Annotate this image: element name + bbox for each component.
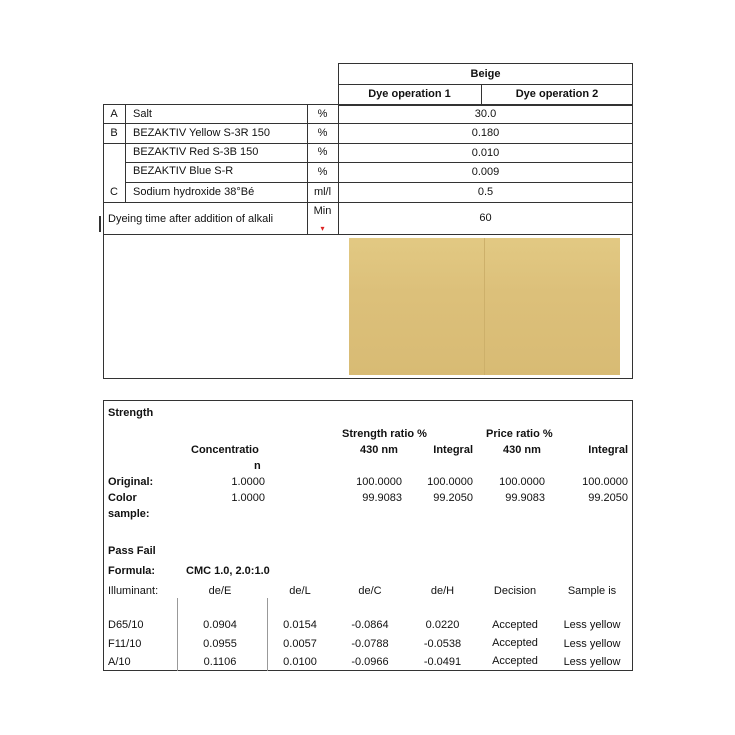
row-unit: %: [317, 146, 328, 158]
row-name: BEZAKTIV Blue S-R: [133, 165, 234, 177]
row-name: BEZAKTIV Yellow S-3R 150: [133, 127, 270, 139]
divider: [125, 162, 633, 163]
de-h-value: 0.0220: [425, 619, 460, 631]
row-label-color: Color: [108, 492, 137, 504]
small-red-triangle-icon: ▾: [320, 224, 325, 233]
concentration-value: 1.0000: [231, 476, 265, 488]
divider: [125, 104, 126, 202]
divider: [103, 234, 633, 235]
strength-integral-header: Integral: [433, 444, 473, 456]
formula-label: Formula:: [108, 565, 156, 577]
row-value: 0.5: [477, 186, 494, 198]
de-e-value: 0.1106: [203, 656, 237, 668]
price-integral-value: 99.2050: [588, 492, 628, 504]
decision-value: Accepted: [492, 655, 538, 667]
row-unit: %: [317, 166, 328, 178]
strength-430nm-header: 430 nm: [360, 444, 398, 456]
passfail-title: Pass Fail: [108, 545, 156, 557]
divider: [125, 182, 633, 183]
concentration-header: Concentratio: [191, 444, 259, 456]
row-name: Sodium hydroxide 38°Bé: [133, 186, 255, 198]
header-de-e: de/E: [208, 585, 232, 597]
row-unit: %: [317, 108, 328, 120]
illuminant-value: F11/10: [108, 638, 142, 650]
concentration-value: 1.0000: [231, 492, 265, 504]
de-l-value: 0.0057: [283, 638, 317, 650]
dyeing-time-value: 60: [479, 212, 492, 224]
de-c-value: -0.0864: [351, 619, 389, 631]
header-de-c: de/C: [358, 585, 382, 597]
sample-is-value: Less yellow: [563, 656, 621, 668]
price-430nm-header: 430 nm: [503, 444, 541, 456]
decision-value: Accepted: [492, 637, 538, 649]
strength-430-value: 100.0000: [356, 476, 402, 488]
strength-ratio-label: Strength ratio %: [342, 428, 427, 440]
divider: [103, 202, 633, 203]
header-illuminant: Illuminant:: [108, 585, 159, 597]
decision-value: Accepted: [492, 619, 538, 631]
de-l-value: 0.0100: [283, 656, 317, 668]
row-letter: A: [110, 108, 118, 120]
de-l-value: 0.0154: [283, 619, 317, 631]
price-ratio-label: Price ratio %: [486, 428, 553, 440]
de-e-value: 0.0904: [203, 619, 237, 631]
illuminant-value: A/10: [108, 656, 131, 668]
strength-integral-value: 99.2050: [433, 492, 473, 504]
sample-is-value: Less yellow: [563, 619, 621, 631]
row-unit: %: [317, 127, 328, 139]
column-dye-operation-2: Dye operation 2: [515, 88, 599, 100]
strength-title: Strength: [108, 407, 154, 419]
de-h-value: -0.0491: [423, 656, 462, 668]
row-letter: B: [110, 127, 118, 139]
header-de-l: de/L: [289, 585, 311, 597]
sample-is-value: Less yellow: [563, 638, 621, 650]
de-c-value: -0.0966: [351, 656, 389, 668]
cursor-mark: [99, 216, 101, 232]
de-c-value: -0.0788: [351, 638, 389, 650]
de-h-value: -0.0538: [423, 638, 462, 650]
strength-430-value: 99.9083: [362, 492, 402, 504]
dyeing-time-label: Dyeing time after addition of alkali: [108, 213, 274, 225]
price-430-value: 99.9083: [505, 492, 545, 504]
row-name: Salt: [133, 108, 152, 120]
divider: [338, 84, 633, 85]
divider: [103, 123, 633, 124]
header-de-h: de/H: [430, 585, 455, 597]
strength-integral-value: 100.0000: [427, 476, 473, 488]
dyeing-time-unit: Min: [313, 205, 332, 217]
row-letter: C: [110, 186, 118, 198]
row-value: 30.0: [474, 108, 497, 120]
header-sample-is: Sample is: [567, 585, 617, 597]
price-integral-value: 100.0000: [582, 476, 628, 488]
row-label-original: Original:: [108, 476, 154, 488]
row-unit: ml/l: [313, 186, 332, 198]
concentration-header-wrap: n: [254, 460, 261, 472]
row-label-sample: sample:: [108, 508, 150, 520]
header-decision: Decision: [493, 585, 537, 597]
row-value: 0.010: [471, 147, 500, 159]
divider: [103, 143, 633, 144]
illuminant-value: D65/10: [108, 619, 144, 631]
row-value: 0.180: [471, 127, 500, 139]
shade-name: Beige: [470, 68, 501, 80]
row-value: 0.009: [471, 166, 500, 178]
divider: [267, 598, 268, 671]
price-430-value: 100.0000: [499, 476, 545, 488]
column-dye-operation-1: Dye operation 1: [368, 88, 451, 100]
formula-value: CMC 1.0, 2.0:1.0: [186, 565, 270, 577]
de-e-value: 0.0955: [203, 638, 237, 650]
price-integral-header: Integral: [588, 444, 628, 456]
divider: [177, 598, 178, 671]
row-name: BEZAKTIV Red S-3B 150: [133, 146, 259, 158]
swatch-divider: [484, 238, 485, 375]
